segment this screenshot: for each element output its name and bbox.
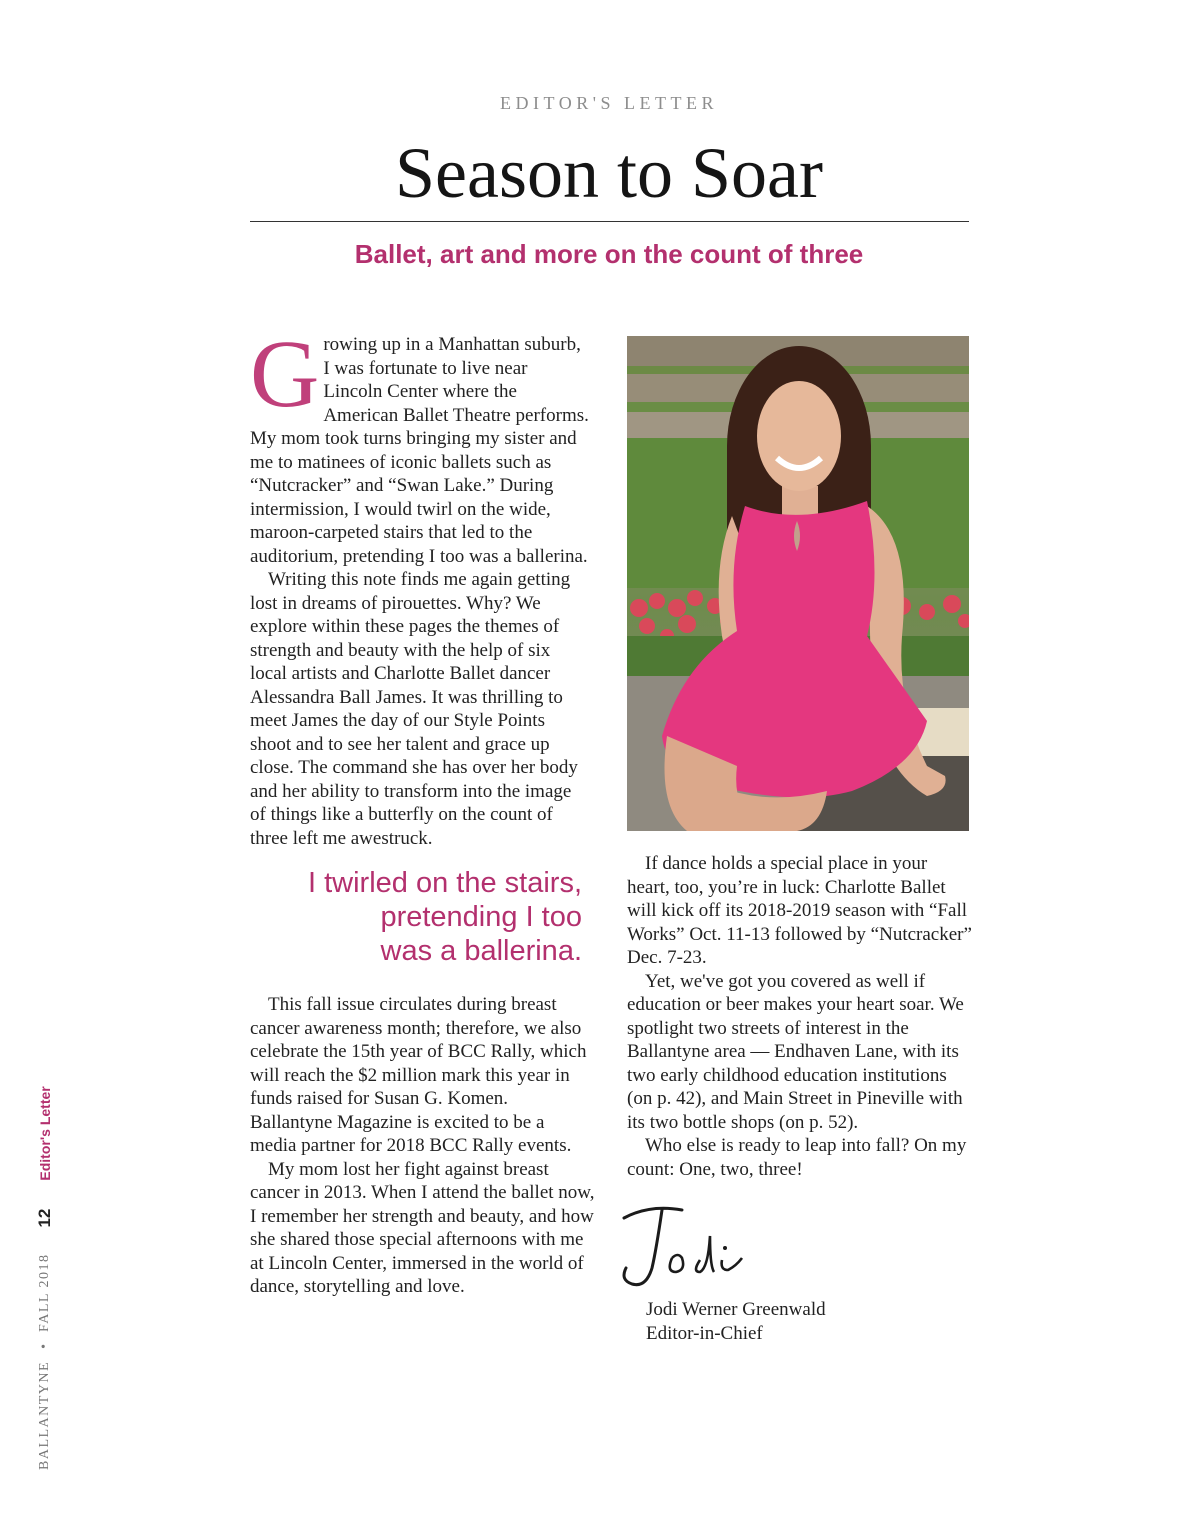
- left-column-bottom: [250, 993, 595, 1299]
- editor-signoff: [646, 1298, 826, 1345]
- body-paragraph: Who else is ready to leap into fall? On my count: One, two, three!: [627, 1135, 967, 1180]
- body-paragraph: This fall issue circulates during breast cancer awareness month; therefore, we also celebrate the 15th year of BCC Rally, which will reach the $2 million mark this year in funds raised for Susan G. Komen. Ballantyne Magazine is excited to be a media partner for 2018 BCC Rally events.: [250, 994, 587, 1156]
- page-number: 12: [35, 1208, 54, 1228]
- body-paragraph: Writing this note finds me again getting lost in dreams of pirouettes. Why? We explore within these pages the themes of strength and beauty with the help of six local artists and Charlotte Ballet dancer Alessandra Ball James. It was thrilling to meet James the day of our Style Points shoot and to see her talent and grace up close. The command she has over her body and her ability to transform into the image of things like a butterfly on the count of three left me awestruck.: [250, 569, 578, 849]
- intro-paragraph: [250, 320, 590, 568]
- right-column: [627, 852, 972, 1181]
- editor-role: Editor-in-Chief: [646, 1322, 763, 1344]
- editor-portrait-image: [627, 336, 969, 831]
- folio-issue: FALL 2018: [37, 1253, 52, 1332]
- body-paragraph: My mom lost her fight against breast cancer in 2013. When I attend the ballet now, I remember her strength and beauty, and how she shared those special afternoons with me at Lincoln Center, immersed in the world of dance, storytelling and love.: [250, 1158, 595, 1297]
- pull-quote-line: pretending I too: [380, 901, 582, 933]
- intro-paragraph-text: rowing up in a Manhattan suburb, I was fortunate to live near Lincoln Center where the American Ballet Theatre performs. My mom took turns bringing my sister and me to matinees of iconic ballets such as “Nutcracker” and “Swan Lake.” During intermission, I would twirl on the wide, maroon-carpeted stairs that led to the auditorium, pretending I too was a ballerina.: [250, 334, 589, 567]
- page-folio: [30, 1086, 60, 1470]
- page-subtitle: Ballet, art and more on the count of three: [354, 239, 864, 269]
- page-title: Season to Soar: [395, 133, 823, 213]
- folio-separator: •: [37, 1343, 52, 1349]
- left-column-top: [250, 320, 590, 850]
- editor-name: Jodi Werner Greenwald: [646, 1299, 826, 1320]
- body-paragraph: Yet, we've got you covered as well if education or beer makes your heart soar. We spotlight two streets of interest in the Ballantyne area — Endhaven Lane, with its two early childhood education institutions (on p. 42), and Main Street in Pineville with its two bottle shops (on p. 52).: [627, 970, 964, 1133]
- handwritten-signature: [610, 1196, 760, 1296]
- folio-magazine-name: BALLANTYNE: [37, 1360, 52, 1470]
- drop-cap: G: [250, 320, 320, 427]
- editor-photo: [627, 336, 969, 831]
- pull-quote-line: was a ballerina.: [380, 935, 582, 967]
- section-kicker: EDITOR'S LETTER: [500, 93, 718, 113]
- pull-quote-line: I twirled on the stairs,: [308, 867, 582, 899]
- folio-section: Editor's Letter: [37, 1086, 53, 1181]
- title-divider: [250, 221, 969, 222]
- body-paragraph: If dance holds a special place in your heart, too, you’re in luck: Charlotte Ballet will kick off its 2018-2019 season with “Fall Works” Oct. 11-13 followed by “Nutcracker” Dec. 7-23.: [627, 853, 972, 968]
- pull-quote: [250, 866, 582, 968]
